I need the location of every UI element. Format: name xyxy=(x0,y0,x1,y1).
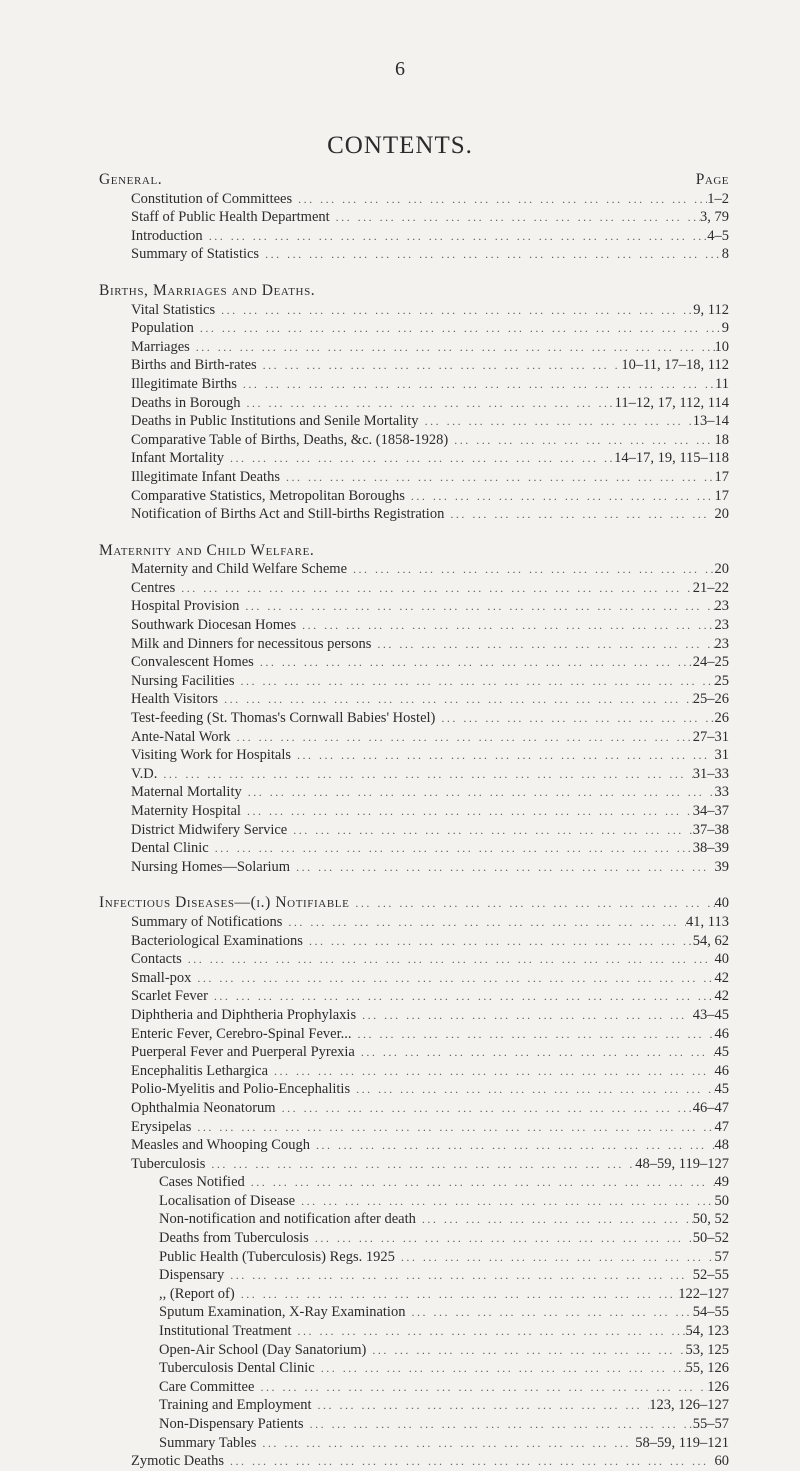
section-heading-general: General. xyxy=(99,171,163,188)
entry-pages: 40 xyxy=(714,895,729,912)
page-number: 6 xyxy=(395,58,405,80)
leader-dots xyxy=(292,1322,686,1341)
entry-pages: 46 xyxy=(714,1062,729,1079)
toc-entry xyxy=(99,839,729,858)
leader-dots xyxy=(224,449,614,468)
toc-entry xyxy=(99,1043,729,1062)
entry-pages: 55–57 xyxy=(692,1416,729,1432)
entry-label: Localisation of Disease xyxy=(159,1192,296,1209)
leader-dots xyxy=(351,1025,714,1044)
entry-label: Deaths from Tuberculosis xyxy=(159,1230,309,1247)
leader-dots xyxy=(349,894,714,913)
toc-entry xyxy=(99,765,729,784)
entry-pages: 25–26 xyxy=(692,691,729,708)
toc-entry xyxy=(99,932,729,951)
entry-label: Dental Clinic xyxy=(131,840,209,857)
leader-dots xyxy=(355,1043,715,1062)
entry-label: Deaths in Borough xyxy=(131,394,241,411)
leader-dots xyxy=(254,653,693,672)
entry-pages: 40 xyxy=(714,951,729,968)
entry-pages: 54, 62 xyxy=(692,932,729,949)
entry-pages: 26 xyxy=(714,710,729,727)
toc-entry xyxy=(99,950,729,969)
leader-dots xyxy=(444,505,714,524)
entry-pages: 42 xyxy=(714,969,729,986)
entry-pages: 31 xyxy=(714,747,729,764)
leader-dots xyxy=(231,728,693,747)
page-column-header: Page xyxy=(695,171,729,188)
entry-label: Enteric Fever, Cerebro-Spinal Fever... xyxy=(131,1025,352,1042)
entry-label: Summary of Notifications xyxy=(131,913,283,930)
table-of-contents xyxy=(99,171,729,1471)
leader-dots xyxy=(241,394,615,413)
toc-entry xyxy=(99,449,729,468)
entry-pages: 23 xyxy=(714,635,729,652)
entry-pages: 126 xyxy=(707,1378,729,1395)
toc-entry xyxy=(99,1452,729,1471)
leader-dots xyxy=(448,431,714,450)
toc-entry xyxy=(99,431,729,450)
toc-entry xyxy=(99,1359,729,1378)
entry-label: Ophthalmia Neonatorum xyxy=(131,1099,276,1116)
leader-dots xyxy=(280,468,715,487)
toc-entry xyxy=(99,858,729,877)
toc-entry xyxy=(99,560,729,579)
toc-entry xyxy=(99,1303,729,1322)
entry-pages: 46–47 xyxy=(692,1099,729,1116)
leader-dots xyxy=(256,1434,635,1453)
toc-entry xyxy=(99,1118,729,1137)
entry-label: Introduction xyxy=(131,227,203,244)
leader-dots xyxy=(235,672,715,691)
leader-dots xyxy=(257,356,622,375)
toc-entry xyxy=(99,1080,729,1099)
entry-label: Zymotic Deaths xyxy=(131,1453,225,1470)
toc-entry xyxy=(99,505,729,524)
entry-pages: 52–55 xyxy=(692,1267,729,1284)
leader-dots xyxy=(245,1173,715,1192)
entry-pages: 1–2 xyxy=(707,190,729,207)
entry-pages: 50–52 xyxy=(692,1230,729,1247)
entry-label: Sputum Examination, X-Ray Examination xyxy=(159,1304,406,1321)
entry-label: Centres xyxy=(131,579,176,596)
entry-label: Puerperal Fever and Puerperal Pyrexia xyxy=(131,1044,355,1061)
entry-label: Comparative Statistics, Metropolitan Boroughs xyxy=(131,487,405,504)
entry-label: Comparative Table of Births, Deaths, &c. (1858-1928) xyxy=(131,431,449,448)
entry-label: Scarlet Fever xyxy=(131,988,208,1005)
toc-entry xyxy=(99,746,729,765)
entry-pages: 42 xyxy=(714,988,729,1005)
entry-pages: 11 xyxy=(715,375,729,392)
leader-dots xyxy=(239,597,714,616)
entry-pages: 123, 126–127 xyxy=(649,1397,729,1414)
toc-entry xyxy=(99,672,729,691)
toc-entry xyxy=(99,338,729,357)
leader-dots xyxy=(303,932,693,951)
leader-dots xyxy=(304,1415,693,1434)
entry-pages: 53, 125 xyxy=(685,1341,729,1358)
toc-entry xyxy=(99,728,729,747)
entry-pages: 50 xyxy=(714,1192,729,1209)
toc-entry xyxy=(99,1192,729,1211)
toc-entry xyxy=(99,1025,729,1044)
leader-dots xyxy=(215,301,693,320)
toc-entry xyxy=(99,394,729,413)
toc-entry xyxy=(99,616,729,635)
leader-dots xyxy=(287,821,693,840)
entry-label: Hospital Provision xyxy=(131,598,240,615)
entry-label: Health Visitors xyxy=(131,691,219,708)
toc-entry xyxy=(99,1341,729,1360)
entry-pages: 18 xyxy=(714,431,729,448)
leader-dots xyxy=(395,1248,715,1267)
entry-label: Open-Air School (Day Sanatorium) xyxy=(159,1341,367,1358)
leader-dots xyxy=(282,913,686,932)
entry-label: Tuberculosis Dental Clinic xyxy=(159,1360,315,1377)
leader-dots xyxy=(208,987,715,1006)
entry-label: Nursing Facilities xyxy=(131,672,235,689)
toc-entry xyxy=(99,1285,729,1304)
leader-dots xyxy=(254,1378,707,1397)
entry-label: Births and Birth-rates xyxy=(131,357,257,374)
entry-pages: 47 xyxy=(714,1118,729,1135)
entry-label: Contacts xyxy=(131,951,182,968)
entry-pages: 37–38 xyxy=(692,821,729,838)
section-heading-infectious-diseases xyxy=(99,894,729,913)
leader-dots xyxy=(191,1118,714,1137)
section-heading-maternity-child-welfare: Maternity and Child Welfare. xyxy=(99,541,315,559)
entry-label: Milk and Dinners for necessitous persons xyxy=(131,635,372,652)
entry-pages: 55, 126 xyxy=(685,1360,729,1377)
toc-entry xyxy=(99,487,729,506)
toc-entry xyxy=(99,1434,729,1453)
entry-pages: 23 xyxy=(714,617,729,634)
toc-entry xyxy=(99,987,729,1006)
entry-label: Small-pox xyxy=(131,969,192,986)
leader-dots xyxy=(224,1266,693,1285)
entry-label: Nursing Homes—Solarium xyxy=(131,858,291,875)
entry-pages: 17 xyxy=(714,487,729,504)
entry-label: Maternal Mortality xyxy=(131,784,242,801)
entry-label: Summary of Statistics xyxy=(131,246,260,263)
entry-pages: 60 xyxy=(714,1453,729,1470)
toc-entry xyxy=(99,1173,729,1192)
leader-dots xyxy=(290,858,714,877)
entry-pages: 49 xyxy=(714,1174,729,1191)
entry-label: Southwark Diocesan Homes xyxy=(131,617,297,634)
entry-pages: 45 xyxy=(714,1044,729,1061)
entry-pages: 14–17, 19, 115–118 xyxy=(614,450,729,467)
leader-dots xyxy=(241,802,693,821)
entry-label: Tuberculosis xyxy=(131,1155,206,1172)
toc-entry xyxy=(99,1248,729,1267)
entry-pages: 43–45 xyxy=(692,1006,729,1023)
leader-dots xyxy=(371,635,714,654)
entry-pages: 31–33 xyxy=(692,765,729,782)
leader-dots xyxy=(416,1210,693,1229)
toc-entry xyxy=(99,1099,729,1118)
leader-dots xyxy=(295,1192,714,1211)
entry-pages: 9 xyxy=(721,320,729,337)
leader-dots xyxy=(191,969,714,988)
entry-label: Vital Statistics xyxy=(131,301,216,318)
entry-label: Non-Dispensary Patients xyxy=(159,1416,304,1432)
entry-pages: 10 xyxy=(714,338,729,355)
entry-label: Public Health (Tuberculosis) Regs. 1925 xyxy=(159,1248,395,1265)
toc-entry xyxy=(99,821,729,840)
entry-label: Diphtheria and Diphtheria Prophylaxis xyxy=(131,1006,357,1023)
toc-entry xyxy=(99,319,729,338)
toc-entry xyxy=(99,1396,729,1415)
leader-dots xyxy=(350,1080,714,1099)
toc-entry xyxy=(99,1229,729,1248)
entry-pages: 46 xyxy=(714,1025,729,1042)
leader-dots xyxy=(203,227,708,246)
entry-label: Polio-Myelitis and Polio-Encephalitis xyxy=(131,1081,351,1098)
leader-dots xyxy=(276,1099,693,1118)
leader-dots xyxy=(235,1285,679,1304)
leader-dots xyxy=(296,616,714,635)
section-heading-label: Infectious Diseases—(i.) Notifiable xyxy=(99,894,350,912)
entry-pages: 3, 79 xyxy=(700,209,729,226)
leader-dots xyxy=(218,690,693,709)
entry-pages: 48 xyxy=(714,1137,729,1154)
entry-label: Population xyxy=(131,320,194,337)
leader-dots xyxy=(315,1359,686,1378)
entry-label: Dispensary xyxy=(159,1267,225,1284)
leader-dots xyxy=(182,950,715,969)
toc-entry xyxy=(99,783,729,802)
toc-entry xyxy=(99,709,729,728)
toc-entry xyxy=(99,1006,729,1025)
toc-entry xyxy=(99,635,729,654)
toc-entry xyxy=(99,969,729,988)
entry-pages: 17 xyxy=(714,468,729,485)
entry-pages: 13–14 xyxy=(692,413,729,430)
toc-entry xyxy=(99,412,729,431)
toc-entry xyxy=(99,653,729,672)
toc-entry xyxy=(99,597,729,616)
leader-dots xyxy=(237,375,715,394)
entry-pages: 27–31 xyxy=(692,728,729,745)
entry-label: Ante-Natal Work xyxy=(131,728,231,745)
entry-pages: 10–11, 17–18, 112 xyxy=(621,357,729,374)
toc-entry xyxy=(99,690,729,709)
leader-dots xyxy=(356,1006,693,1025)
entry-label: Measles and Whooping Cough xyxy=(131,1137,310,1154)
section-heading-births-marriages-deaths: Births, Marriages and Deaths. xyxy=(99,281,316,299)
entry-pages: 20 xyxy=(714,561,729,578)
toc-entry xyxy=(99,245,729,264)
leader-dots xyxy=(175,579,692,598)
toc-entry xyxy=(99,1136,729,1155)
entry-label: Visiting Work for Hospitals xyxy=(131,747,292,764)
toc-entry xyxy=(99,579,729,598)
entry-pages: 9, 112 xyxy=(693,301,729,318)
toc-entry xyxy=(99,1210,729,1229)
entry-pages: 48–59, 119–127 xyxy=(635,1155,729,1172)
entry-pages: 54–55 xyxy=(692,1304,729,1321)
leader-dots xyxy=(330,208,700,227)
entry-label: Staff of Public Health Department xyxy=(131,209,330,226)
toc-entry xyxy=(99,802,729,821)
entry-pages: 39 xyxy=(714,858,729,875)
entry-label: Illegitimate Infant Deaths xyxy=(131,468,280,485)
entry-label: Training and Employment xyxy=(159,1397,312,1414)
toc-entry xyxy=(99,1322,729,1341)
entry-pages: 8 xyxy=(721,246,729,263)
entry-pages: 122–127 xyxy=(678,1285,729,1302)
entry-label: Infant Mortality xyxy=(131,450,225,467)
entry-pages: 45 xyxy=(714,1081,729,1098)
entry-label: Care Committee xyxy=(159,1378,255,1395)
leader-dots xyxy=(209,839,693,858)
leader-dots xyxy=(194,319,722,338)
entry-label: Convalescent Homes xyxy=(131,654,254,671)
leader-dots xyxy=(366,1341,685,1360)
leader-dots xyxy=(268,1062,714,1081)
toc-entry xyxy=(99,468,729,487)
entry-pages: 25 xyxy=(714,672,729,689)
leader-dots xyxy=(157,765,692,784)
leader-dots xyxy=(291,746,714,765)
entry-pages: 57 xyxy=(714,1248,729,1265)
entry-label: Maternity Hospital xyxy=(131,803,241,819)
leader-dots xyxy=(405,487,715,506)
entry-label: Bacteriological Examinations xyxy=(131,932,303,949)
leader-dots xyxy=(224,1452,714,1471)
leader-dots xyxy=(292,190,707,209)
entry-label: Illegitimate Births xyxy=(131,375,237,392)
leader-dots xyxy=(310,1136,715,1155)
entry-label: Marriages xyxy=(131,338,190,355)
leader-dots xyxy=(312,1396,650,1415)
toc-entry xyxy=(99,375,729,394)
leader-dots xyxy=(242,783,715,802)
entry-label: Test-feeding (St. Thomas's Cornwall Babies' Hostel) xyxy=(131,710,436,727)
entry-label: ,, (Report of) xyxy=(159,1285,235,1302)
toc-entry xyxy=(99,1266,729,1285)
leader-dots xyxy=(309,1229,693,1248)
entry-pages: 33 xyxy=(714,784,729,801)
leader-dots xyxy=(435,709,714,728)
leader-dots xyxy=(205,1155,635,1174)
entry-label: Summary Tables xyxy=(159,1434,257,1451)
toc-entry xyxy=(99,913,729,932)
entry-pages: 11–12, 17, 112, 114 xyxy=(614,394,729,411)
leader-dots xyxy=(190,338,715,357)
toc-entry xyxy=(99,1415,729,1434)
entry-pages: 34–37 xyxy=(692,803,729,819)
leader-dots xyxy=(419,412,693,431)
entry-pages: 24–25 xyxy=(692,654,729,671)
entry-label: Cases Notified xyxy=(159,1174,245,1191)
entry-label: V.D. xyxy=(131,765,158,782)
page-title: CONTENTS. xyxy=(327,132,473,159)
entry-label: Maternity and Child Welfare Scheme xyxy=(131,561,347,578)
toc-entry xyxy=(99,227,729,246)
entry-label: Non-notification and notification after death xyxy=(159,1211,416,1228)
entry-label: Deaths in Public Institutions and Senile Mortality xyxy=(131,413,419,430)
toc-entry xyxy=(99,208,729,227)
entry-pages: 4–5 xyxy=(707,227,729,244)
entry-pages: 21–22 xyxy=(692,579,729,596)
entry-pages: 58–59, 119–121 xyxy=(635,1434,729,1451)
toc-entry xyxy=(99,301,729,320)
entry-label: Notification of Births Act and Still-births Registration xyxy=(131,506,445,523)
entry-pages: 54, 123 xyxy=(685,1323,729,1340)
toc-entry xyxy=(99,1062,729,1081)
entry-pages: 23 xyxy=(714,598,729,615)
entry-pages: 41, 113 xyxy=(686,913,729,930)
entry-label: Constitution of Committees xyxy=(131,190,293,207)
toc-entry xyxy=(99,356,729,375)
leader-dots xyxy=(347,560,715,579)
entry-label: Institutional Treatment xyxy=(159,1323,292,1340)
leader-dots xyxy=(259,245,722,264)
entry-label: District Midwifery Service xyxy=(131,821,288,838)
toc-entry xyxy=(99,190,729,209)
leader-dots xyxy=(405,1303,692,1322)
entry-label: Encephalitis Lethargica xyxy=(131,1062,269,1079)
toc-entry xyxy=(99,1155,729,1174)
entry-pages: 20 xyxy=(714,506,729,523)
entry-pages: 50, 52 xyxy=(692,1211,729,1228)
entry-pages: 38–39 xyxy=(692,840,729,857)
toc-entry xyxy=(99,1378,729,1397)
entry-label: Erysipelas xyxy=(131,1118,192,1135)
